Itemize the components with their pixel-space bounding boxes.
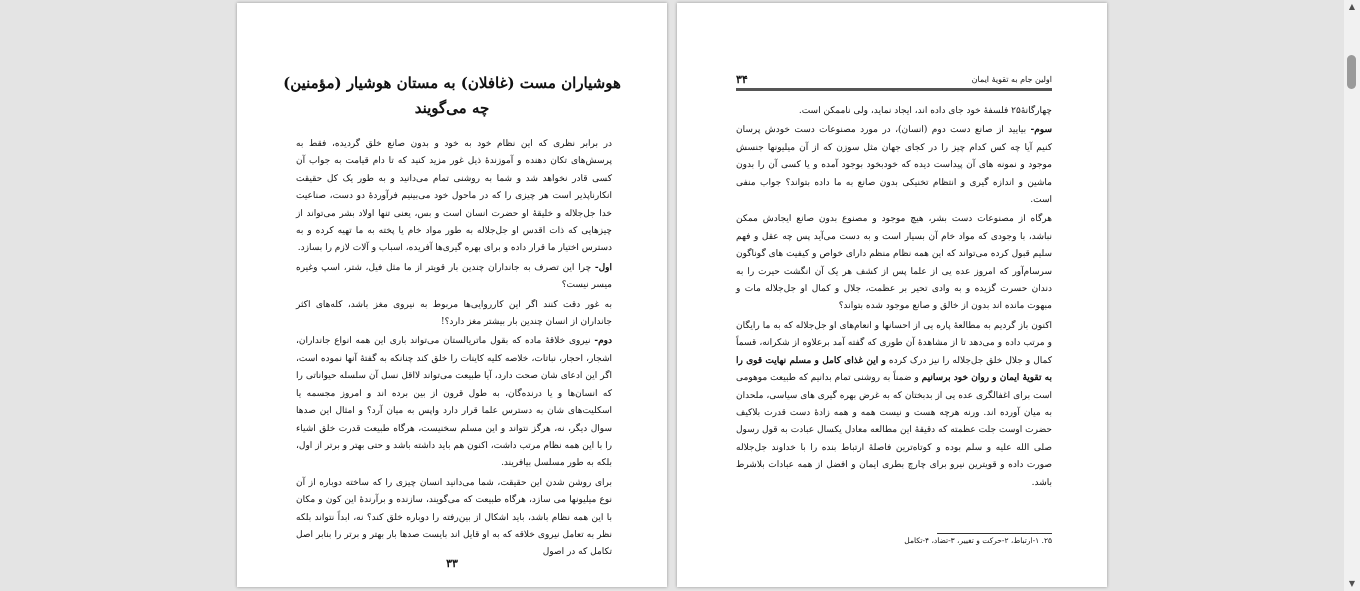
paragraph: به غور دقت کنند اگر این کارروایی‌ها مربوط به نیروی مغز باشد، کله‌های اکثر جانداران از انسان چندین بار بیشتر مغز دارد؟! (296, 299, 612, 328)
left-page-body (296, 136, 612, 564)
paragraph: در برابر نظری که این نظام خود به خود و بدون صانع خلق گردیده، فقط به پرسش‌های تکان دهنده و آموزندهٔ ذیل غور مزید کنید که تا دام قیامت به جواب آن کسی قادر نخواهد شد و شما به روشنی تمام می‌دانید و به طور یک کل حقیقت انکارناپذیر است هر چیزی را که در ماحول خود می‌بینیم فرآوردهٔ دو دست، صناعیت خدا جل‌جلاله و خلیقهٔ او حضرت انسان است و بس، یعنی تنها اولاد بشر می‌تواند از چیزهایی که ذات اقدس او جل‌جلاله به طور مواد خام یا پخته به ما تهیه کرده و به دسترس اختیار ما قرار داده و برای بهره گیری‌ها آفریده، اسباب و آلات لازم را بسازد. (296, 139, 612, 254)
footnote-rule (937, 533, 1052, 534)
scrollbar-thumb[interactable] (1347, 55, 1356, 89)
paragraph-text: نیروی خلاقهٔ ماده که بقول ماتریالستان می‌تواند باری این همه انواع جانداران، اشجار، احجار، نباتات، خلاصه کلیه کاینات را خلق کند چنانکه به گفتهٔ آنها نموده است، اگر این ادعای شان صحت دارد، آیا طبیعت می‌تواند لااقل نسل آن سلسله حیواناتی را که انسان‌ها و یا درنده‌گان، به طول قرون از بین برده اند و امروز مجسمه یا اسکلیت‌های شان به دسترس علما قرار دارد واپس به میان آرد؟ و امثال این صدها سوال دیگر، نه، هرگز نتواند و این مسلم سخنیست، هرگاه طبیعت قدرت خلق اشیاء را با این همه نظام مرتب داشت، اکنون هم باید داشته باشد و حتی بهتر و برتر از اول، بلکه به طور مسلسل بیافریند. (296, 336, 612, 469)
header-rule (736, 88, 1052, 91)
page-left (237, 3, 667, 587)
paragraph-text: بیایید از صانع دست دوم (انسان)، در مورد مصنوعات دست خودش پرسان کنیم آیا چه کس کدام چیز را در کجای جهان مثل سوزن که از آن میلیونها جنسش موجود و نمونه های آن پیداست دیده که خودبخود بوجود آمده و یا کسی آن را بدون ماشین و اندازه گیری و انتظام تخنیکی بدون صانع به ما داده بتواند؟ جواب منفی است. (736, 125, 1052, 206)
running-header (736, 75, 1052, 87)
paragraph (736, 122, 1052, 209)
paragraph: چهارگانهٔ۲۵ فلسفهٔ خود جای داده اند، ایجاد نماید، ولی ناممکن است. (798, 106, 1052, 116)
footnote: ۲۵. ۱-ارتباط، ۲-حرکت و تغییر، ۳-تضاد، ۴-تکامل (904, 536, 1052, 545)
paragraph: برای روشن شدن این حقیقت، شما می‌دانید انسان چیزی را که ساخته دوباره از آن نوع میلیونها می سازد، هرگاه طبیعت که می‌گویند، سازنده و برآرندهٔ این کون و مکان با این همه نظام باشد، باید اشکال از بین‌رفته را دوباره خلق کند؟ نه، ابداً نتواند بلکه نظر به تعامل نیروی خلاقه که به او قایل اند بایست صدها بار بهتر و برتر را بنابر اصل تکامل که در اصول (296, 477, 612, 558)
paragraph (296, 333, 612, 472)
chapter-title-line1: هوشیاران مست (غافلان) به مستان هوشیار (مؤمنین) (283, 74, 621, 92)
paragraph: هرگاه از مصنوعات دست بشر، هیچ موجود و مصنوع بدون صانع ایجادش ممکن نباشد، با وجودی که مواد خام آن بسیار است و به دست می‌آید پس چه عقل و فهم سلیم قبول کرده می‌تواند که این همه نظام منظم دارای خواص و کیفیت های گوناگون سرسام‌آور که امروز عده یی از علما پس از کشف هر یک آن انگشت حیرت را به دندان حسرت گزیده و به وادی تحیر بر عظمت، جلال و کمال او جل‌جلاله مات و مبهوت مانده اند بدون از خالق و صانع موجود شده بتواند؟ (736, 214, 1052, 312)
scroll-down-arrow-icon[interactable]: ▼ (1348, 579, 1356, 588)
running-header-title: اولین جام به تقویهٔ ایمان (971, 75, 1052, 84)
paragraph-text: چرا این تصرف به جانداران چندین بار قویتر از ما مثل فیل، شتر، اسپ وغیره میسر نیست؟ (296, 262, 612, 291)
paragraph (736, 318, 1052, 492)
scroll-up-arrow-icon[interactable]: ▲ (1348, 2, 1356, 11)
running-header-page-number: ۳۴ (736, 73, 748, 86)
right-page-body (736, 103, 1052, 494)
vertical-scrollbar[interactable] (1344, 0, 1360, 591)
chapter-title-line2: چه می‌گویند (414, 99, 490, 117)
paragraph-lead: دوم- (594, 336, 612, 347)
paragraph-lead: اول- (594, 262, 612, 273)
page-right (677, 3, 1107, 587)
page-number: ۳۳ (446, 557, 458, 570)
paragraph-text: و ضمناً به روشنی تمام بدانیم که طبیعت موهومی است برای اغفالگری عده یی از بدبختان که به غرض بهره گیری های سیاسی، ملحدان به میان آورده اند. ورنه هرچه هست و نیست همه و همه زادهٔ دست قدرت بلاکیف حضرت اوست جلت عظمته که دقیقهٔ این مطالعه معادل یکسال عبادت به قول رسول صلی الله علیه و سلم بوده و کوتاه‌ترین فاصلهٔ ارتباط بنده را با خداوند جل‌جلاله صورت داده و قویترین نیرو برای چارچ بطری ایمان و افضل از همه عبادات بلاشرط باشد. (736, 373, 1052, 488)
paragraph-lead: سوم- (1030, 125, 1052, 136)
paragraph-text: اکنون باز گردیم به مطالعهٔ پاره یی از احسانها و انعام‌های او جل‌جلاله که به ما رایگان و مرتب داده و می‌دهد تا از مشاهدهٔ آن طوری که گفته آمد برعلاوه از شکرانه، قسماً کمال و جلال خلق جل‌جلاله را نیز درک کرده (736, 320, 1052, 366)
paragraph-bold-text: و این غذای کامل و مسلم نهایت قوی را به تقویهٔ ایمان و روان خود برسانیم (736, 355, 1053, 384)
chapter-title (282, 71, 622, 121)
paragraph (296, 260, 612, 295)
